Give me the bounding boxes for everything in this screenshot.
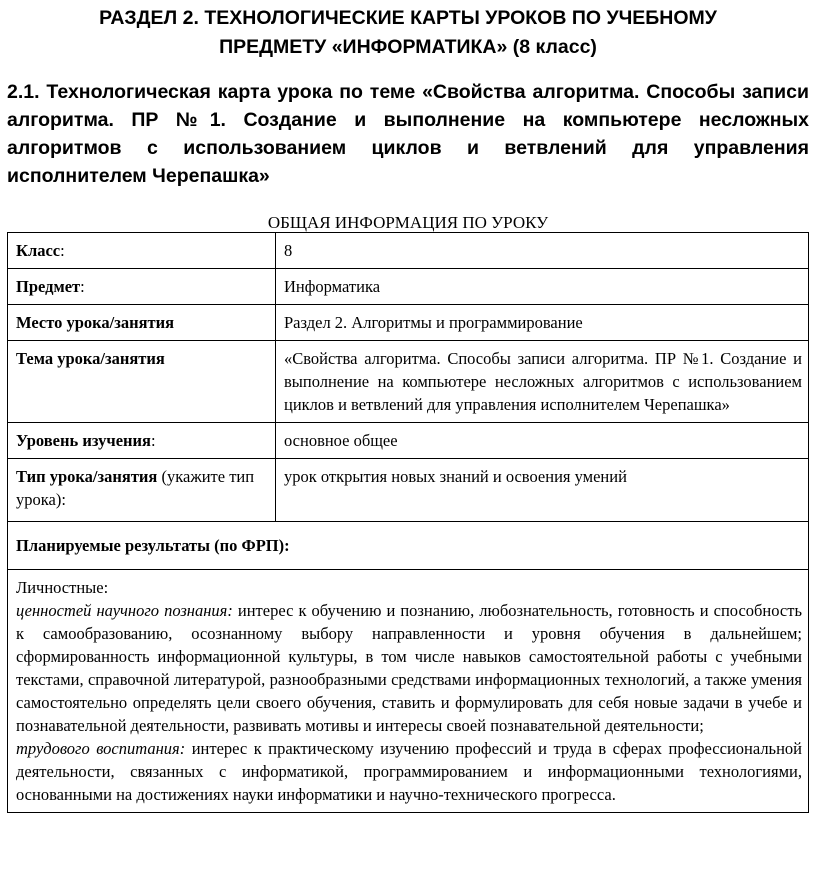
table-row [8,233,809,269]
row-value: урок открытия новых знаний и освоения умений [276,459,809,522]
row-label: Предмет: [8,269,276,305]
table-row [8,459,809,522]
table-caption: ОБЩАЯ ИНФОРМАЦИЯ ПО УРОКУ [267,213,549,232]
row-value: 8 [276,233,809,269]
row-label: Тема урока/занятия [8,341,276,423]
row-value: Информатика [276,269,809,305]
row-label: Место урока/занятия [8,305,276,341]
row-label: Уровень изучения: [8,423,276,459]
section-title-line2: ПРЕДМЕТУ «ИНФОРМАТИКА» (8 класс) [219,36,597,58]
planned-results-heading: Планируемые результаты (по ФРП): [8,522,809,570]
table-row [8,341,809,423]
row-value: основное общее [276,423,809,459]
personal-item: трудового воспитания: интерес к практическому изучению профессий и труда в сферах профессиональной деятельности, связанных с информатикой, программированием и информационными технологиями, основанными на достижениях науки информатики и научно-технического прогресса. [16,739,802,804]
row-value: Раздел 2. Алгоритмы и программирование [276,305,809,341]
row-label: Тип урока/занятия (укажите тип урока): [8,459,276,522]
table-row [8,423,809,459]
planned-results-content [8,570,809,813]
section-title-line1: РАЗДЕЛ 2. ТЕХНОЛОГИЧЕСКИЕ КАРТЫ УРОКОВ ПО УЧЕБНОМУ [99,7,717,29]
section-title [7,0,809,62]
table-row [8,269,809,305]
table-row [8,522,809,570]
table-row [8,570,809,813]
row-value: «Свойства алгоритма. Способы записи алгоритма. ПР №1. Создание и выполнение на компьютере несложных алгоритмов с использованием циклов и ветвлений для управления исполнителем Черепашка» [276,341,809,423]
row-label: Класс: [8,233,276,269]
table-row [8,305,809,341]
lesson-info-table [7,232,809,813]
subsection-title: 2.1. Технологическая карта урока по теме «Свойства алгоритма. Способы записи алгоритма. ПР №1. Создание и выполнение на компьютере несложных алгоритмов с использованием циклов и ветвлений для управления исполнителем Черепашка» [7,81,809,187]
personal-item: ценностей научного познания: интерес к обучению и познанию, любознательность, готовность и способность к самообразованию, осознанному выбору направленности и уровня обучения в дальнейшем; сформированность информационной культуры, в том числе навыков самостоятельной работы с учебными текстами, справочной литературой, разнообразными средствами информационных технологий, а также умения самостоятельно определять цели своего обучения, ставить и формулировать для себя новые задачи в учебе и познавательной деятельности, развивать мотивы и интересы своей познавательной деятельности; [16,601,802,735]
personal-heading: Личностные: [16,578,109,597]
